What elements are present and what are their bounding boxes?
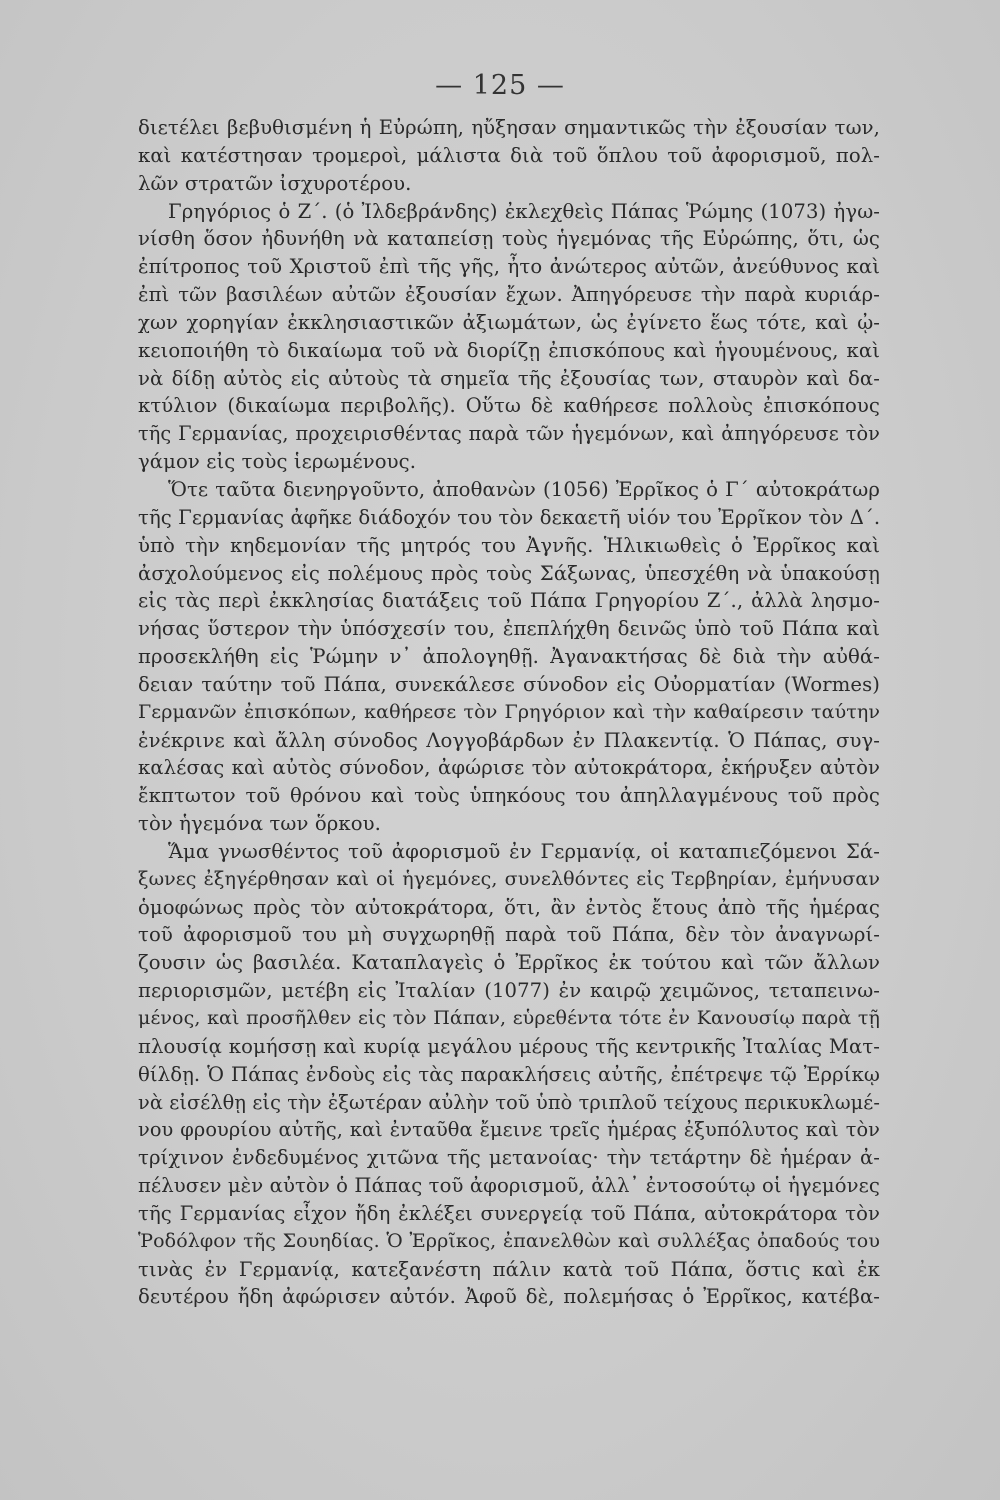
text-line: Γερμανῶν ἐπισκόπων, καθήρεσε τὸν Γρηγόριον καὶ τὴν καθαίρεσιν ταύτην [138, 700, 880, 723]
text-line: τρίχινον ἐνδεδυμένος χιτῶνα τῆς μετανοίας· τὴν τετάρτην δὲ ἡμέραν ἀ- [138, 1146, 880, 1170]
text-line: διετέλει βεβυθισμένη ἡ Εὐρώπη, ηὔξησαν σημαντικῶς τὴν ἐξουσίαν των, [138, 116, 880, 139]
text-line: πλουσίᾳ κομήσσῃ καὶ κυρίᾳ μεγάλου μέρους τῆς κεντρικῆς Ἰταλίας Ματ- [138, 1034, 880, 1058]
text-line: προσεκλήθη εἰς Ῥώμην ν᾽ ἀπολογηθῇ. Ἀγανακτήσας δὲ διὰ τὴν αὐθά- [138, 645, 880, 669]
text-line: ἀσχολούμενος εἰς πολέμους πρὸς τοὺς Σάξωνας, ὑπεσχέθη νὰ ὑπακούσῃ [138, 561, 880, 585]
text-line: τῆς Γερμανίας, προχειρισθέντας παρὰ τῶν ἡγεμόνων, καὶ ἀπηγόρευσε τὸν [138, 422, 880, 446]
text-line: ἐπὶ τῶν βασιλέων αὐτῶν ἐξουσίαν ἔχων. Ἀπηγόρευσε τὴν παρὰ κυριάρ- [138, 283, 880, 307]
text-line: τοῦ ἀφορισμοῦ του μὴ συγχωρηθῇ παρὰ τοῦ Πάπα, δὲν τὸν ἀναγνωρί- [138, 923, 880, 947]
text-line: Ὅτε ταῦτα διενηργοῦντο, ἀποθανὼν (1056) Ἐρρῖκος ὁ Γ΄ αὐτοκράτωρ [168, 477, 880, 501]
text-line: νίσθη ὅσον ἠδυνήθη νὰ καταπείσῃ τοὺς ἡγεμόνας τῆς Εὐρώπης, ὅτι, ὡς [138, 227, 880, 251]
text-line: νου φρουρίου αὐτῆς, καὶ ἐνταῦθα ἔμεινε τρεῖς ἡμέρας ἐξυπόλυτος καὶ τὸν [138, 1118, 880, 1142]
text-line: πέλυσεν μὲν αὐτὸν ὁ Πάπας τοῦ ἀφορισμοῦ, ἀλλ᾽ ἐντοσούτῳ οἱ ἡγεμόνες [138, 1174, 880, 1198]
text-line: Ῥοδόλφον τῆς Σουηδίας. Ὁ Ἐρρῖκος, ἐπανελθὼν καὶ συλλέξας ὀπαδούς του [138, 1229, 880, 1252]
text-line: καλέσας καὶ αὐτὸς σύνοδον, ἀφώρισε τὸν αὐτοκράτορα, ἐκήρυξεν αὐτὸν [138, 756, 880, 780]
text-line: ξωνες ἐξηγέρθησαν καὶ οἱ ἡγεμόνες, συνελθόντες εἰς Τερβηρίαν, ἐμήνυσαν [138, 867, 880, 890]
text-line: καὶ κατέστησαν τρομεροὶ, μάλιστα διὰ τοῦ ὅπλου τοῦ ἀφορισμοῦ, πολ- [138, 143, 880, 167]
text-line: περιορισμῶν, μετέβη εἰς Ἰταλίαν (1077) ἐν καιρῷ χειμῶνος, τεταπεινω- [138, 979, 880, 1003]
text-line: ἐπίτροπος τοῦ Χριστοῦ ἐπὶ τῆς γῆς, ἦτο ἀνώτερος αὐτῶν, ἀνεύθυνος καὶ [138, 255, 880, 279]
text-line: ὑπὸ τὴν κηδεμονίαν τῆς μητρός του Ἀγνῆς. Ἡλικιωθεὶς ὁ Ἐρρῖκος καὶ [138, 533, 880, 557]
text-line: ἐνέκρινε καὶ ἄλλη σύνοδος Λογγοβάρδων ἐν Πλακεντίᾳ. Ὁ Πάπας, συγ- [138, 728, 880, 752]
text-line: νὰ δίδῃ αὐτὸς εἰς αὐτοὺς τὰ σημεῖα τῆς ἐξουσίας των, σταυρὸν καὶ δα- [138, 366, 880, 390]
page-number: — 125 — [435, 70, 565, 101]
text-line: θίλδῃ. Ὁ Πάπας ἐνδοὺς εἰς τὰς παρακλήσεις αὐτῆς, ἐπέτρεψε τῷ Ἐρρίκῳ [138, 1062, 880, 1086]
text-line: τινὰς ἐν Γερμανίᾳ, κατεξανέστη πάλιν κατὰ τοῦ Πάπα, ὅστις καὶ ἐκ [138, 1257, 880, 1281]
text-line: τῆς Γερμανίας εἶχον ἤδη ἐκλέξει συνεργείᾳ τοῦ Πάπα, αὐτοκράτορα τὸν [138, 1201, 880, 1225]
body-text [138, 114, 880, 1311]
text-line: γάμον εἰς τοὺς ἱερωμένους. [138, 450, 417, 474]
text-line: τῆς Γερμανίας ἀφῆκε διάδοχόν του τὸν δεκαετῆ υἱόν του Ἐρρῖκον τὸν Δ΄. [138, 505, 880, 529]
text-line: δειαν ταύτην τοῦ Πάπα, συνεκάλεσε σύνοδον εἰς Οὐορματίαν (Wormes) [138, 672, 880, 696]
text-line: ζουσιν ὡς βασιλέα. Καταπλαγεὶς ὁ Ἐρρῖκος ἐκ τούτου καὶ τῶν ἄλλων [138, 951, 880, 975]
text-line: ἔκπτωτον τοῦ θρόνου καὶ τοὺς ὑπηκόους του ἀπηλλαγμένους τοῦ πρὸς [138, 784, 880, 808]
text-line: χων χορηγίαν ἐκκλησιαστικῶν ἀξιωμάτων, ὡς ἐγίνετο ἕως τότε, καὶ ᾠ- [138, 310, 880, 334]
text-line: νήσας ὕστερον τὴν ὑπόσχεσίν του, ἐπεπλήχθη δεινῶς ὑπὸ τοῦ Πάπα καὶ [138, 617, 880, 641]
text-line: κτύλιον (δικαίωμα περιβολῆς). Οὕτω δὲ καθήρεσε πολλοὺς ἐπισκόπους [138, 394, 880, 418]
text-line: Γρηγόριος ὁ Ζ΄. (ὁ Ἰλδεβράνδης) ἐκλεχθεὶς Πάπας Ῥώμης (1073) ἠγω- [168, 199, 880, 223]
text-line: τὸν ἡγεμόνα των ὅρκου. [138, 812, 381, 836]
text-line: μένος, καὶ προσῆλθεν εἰς τὸν Πάπαν, εὑρεθέντα τότε ἐν Κανουσίῳ παρὰ τῇ [138, 1007, 880, 1029]
text-line: εἰς τὰς περὶ ἐκκλησίας διατάξεις τοῦ Πάπα Γρηγορίου Ζ΄., ἀλλὰ λησμο- [138, 589, 880, 613]
text-line: δευτέρου ἤδη ἀφώρισεν αὐτόν. Ἀφοῦ δὲ, πολεμήσας ὁ Ἐρρῖκος, κατέβα- [138, 1285, 880, 1309]
text-line: Ἅμα γνωσθέντος τοῦ ἀφορισμοῦ ἐν Γερμανίᾳ, οἱ καταπιεζόμενοι Σά- [168, 839, 880, 863]
text-line: λῶν στρατῶν ἰσχυροτέρου. [138, 171, 412, 195]
text-line: νὰ εἰσέλθῃ εἰς τὴν ἐξωτέραν αὐλὴν τοῦ ὑπὸ τριπλοῦ τείχους περικυκλωμέ- [138, 1090, 880, 1114]
text-line: ὁμοφώνως πρὸς τὸν αὐτοκράτορα, ὅτι, ἂν ἐντὸς ἔτους ἀπὸ τῆς ἡμέρας [138, 895, 880, 919]
text-line: κειοποιήθη τὸ δικαίωμα τοῦ νὰ διορίζῃ ἐπισκόπους καὶ ἡγουμένους, καὶ [138, 338, 880, 362]
